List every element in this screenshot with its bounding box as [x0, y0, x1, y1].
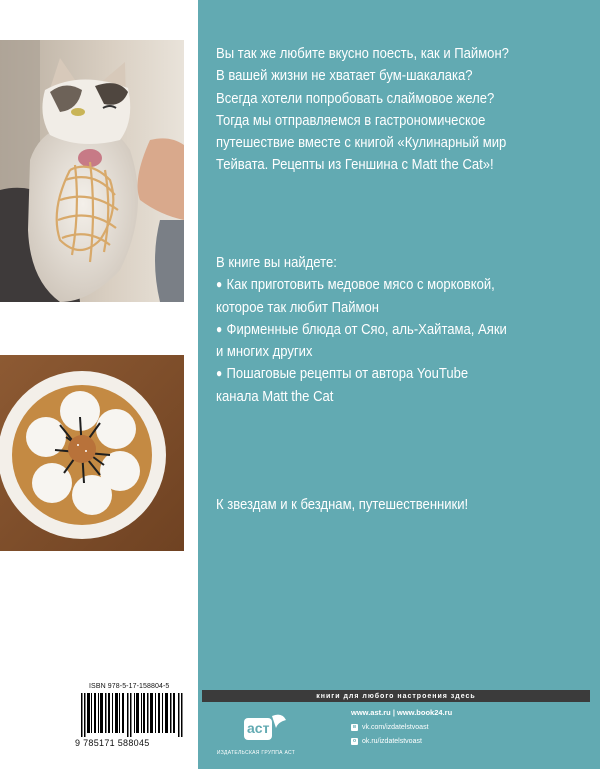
left-panel — [0, 0, 198, 769]
rice-bowl-illustration — [0, 355, 184, 551]
feature-item-line: ● Как приготовить медовое мясо с морковкой, — [216, 274, 577, 296]
cat-eating-noodles-photo — [0, 40, 184, 302]
website-links[interactable]: www.ast.ru | www.book24.ru — [351, 707, 453, 717]
outro-text — [216, 494, 577, 516]
ok-link[interactable] — [351, 734, 452, 748]
publisher-links — [351, 704, 452, 748]
features-list — [216, 252, 577, 408]
rice-balls-bowl-photo — [0, 355, 184, 551]
vk-link-text: vk.com/izdatelstvoast — [362, 723, 429, 731]
intro-line: В вашей жизни не хватает бум-шакалака? — [216, 67, 473, 85]
intro-line: путешествие вместе с книгой «Кулинарный мир — [216, 134, 507, 152]
outro-line: К звездам и к безднам, путешественники! — [216, 496, 469, 513]
ok-icon: o — [352, 737, 357, 744]
ast-logo-text: аст — [247, 720, 270, 736]
barcode-digits: 9 785171 588045 — [75, 738, 150, 748]
barcode-block — [75, 683, 195, 751]
ast-logo-caption: ИЗДАТЕЛЬСКАЯ ГРУППА АСТ — [216, 750, 296, 756]
intro-paragraph — [216, 43, 577, 177]
feature-item-line: которое так любит Паймон — [216, 298, 380, 316]
intro-line: Всегда хотели попробовать слаймовое желе? — [216, 89, 495, 107]
vk-icon: в — [352, 723, 357, 730]
isbn-label: ISBN 978-5-17-158804-5 — [89, 683, 170, 690]
feature-item-line: канала Matt the Cat — [216, 387, 334, 405]
cat-photo-illustration — [0, 40, 184, 302]
barcode-icon — [81, 693, 185, 737]
intro-line: Тейвата. Рецепты из Геншина с Matt the Cat»! — [216, 156, 494, 174]
tagline-band: книги для любого настроения здесь — [202, 690, 590, 702]
vk-link[interactable] — [351, 720, 452, 734]
ast-logo — [216, 710, 296, 762]
feature-item-line: и многих других — [216, 343, 313, 361]
ok-link-text: ok.ru/izdatelstvoast — [362, 737, 422, 745]
features-heading: В книге вы найдете: — [216, 254, 337, 271]
feature-item-line: ● Фирменные блюда от Сяо, аль-Хайтама, Аяки — [216, 319, 577, 341]
intro-line: Вы так же любите вкусно поесть, как и Паймон? — [216, 45, 509, 62]
intro-line: Тогда мы отправляемся в гастрономическое — [216, 111, 486, 129]
feature-item-line: ● Пошаговые рецепты от автора YouTube — [216, 363, 577, 385]
publisher-footer — [198, 690, 600, 769]
teal-text-panel — [198, 0, 600, 769]
